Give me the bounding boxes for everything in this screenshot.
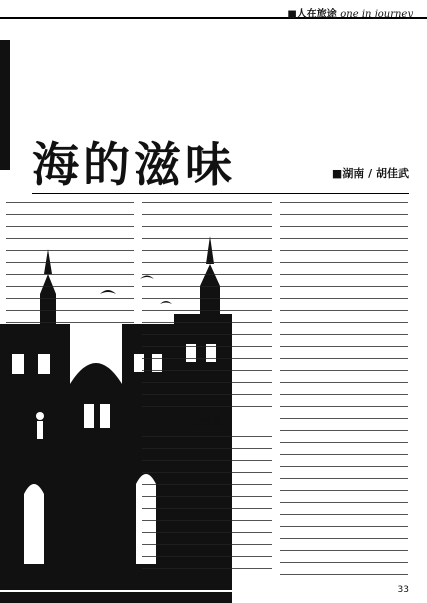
figure-head <box>36 412 44 420</box>
text-line <box>142 214 272 215</box>
text-line <box>142 556 272 557</box>
sky-band <box>0 40 10 170</box>
text-line <box>280 526 408 527</box>
text-line <box>280 574 408 575</box>
text-line <box>6 262 134 263</box>
section-subtitle: one in journey <box>340 9 413 20</box>
text-line <box>280 430 408 431</box>
bird <box>100 290 116 294</box>
text-line <box>142 322 272 323</box>
text-line <box>280 418 408 419</box>
text-line <box>142 274 272 275</box>
text-line <box>142 496 272 497</box>
text-line <box>280 274 408 275</box>
text-line <box>142 448 272 449</box>
text-line <box>142 286 272 287</box>
text-line <box>280 394 408 395</box>
text-line <box>280 310 408 311</box>
text-line <box>142 382 272 383</box>
text-line <box>280 202 408 203</box>
ground <box>0 584 232 603</box>
text-line <box>280 478 408 479</box>
arch-door <box>24 484 44 564</box>
text-line <box>142 370 272 371</box>
text-line <box>142 346 272 347</box>
dome-building <box>70 363 122 584</box>
section-label <box>287 5 413 20</box>
text-line <box>280 442 408 443</box>
text-line <box>280 358 408 359</box>
text-column-3 <box>280 200 410 580</box>
text-line <box>6 310 134 311</box>
text-line <box>142 226 272 227</box>
ground-stripe <box>0 590 232 592</box>
text-line <box>142 250 272 251</box>
text-line <box>6 226 134 227</box>
text-line <box>142 472 272 473</box>
text-line <box>142 544 272 545</box>
text-line <box>6 274 134 275</box>
text-line <box>280 322 408 323</box>
text-line <box>280 214 408 215</box>
text-line <box>280 406 408 407</box>
author-square-icon: ■ <box>331 167 343 180</box>
text-line <box>280 262 408 263</box>
section-square-icon: ■ <box>287 9 297 20</box>
text-line <box>142 238 272 239</box>
text-line <box>280 502 408 503</box>
author-name: 湖南 / 胡佳武 <box>342 167 409 180</box>
section-title: 人在旅途 <box>296 9 337 20</box>
window <box>38 354 50 374</box>
window <box>100 404 110 428</box>
text-line <box>142 484 272 485</box>
text-line <box>6 250 134 251</box>
article-author <box>332 165 409 181</box>
figure-body <box>37 421 43 439</box>
text-line <box>6 286 134 287</box>
text-line <box>142 202 272 203</box>
text-line <box>142 394 272 395</box>
section-header <box>0 0 427 22</box>
window <box>12 354 24 374</box>
text-line <box>280 490 408 491</box>
title-rule <box>32 193 409 194</box>
text-line <box>142 436 272 437</box>
text-line <box>280 238 408 239</box>
page-number: 33 <box>397 585 409 595</box>
text-line <box>280 466 408 467</box>
text-line <box>280 250 408 251</box>
column-subheading: 神致乐 <box>192 418 222 429</box>
text-line <box>280 454 408 455</box>
text-line <box>142 460 272 461</box>
text-line <box>280 550 408 551</box>
text-line <box>142 568 272 569</box>
text-line <box>6 322 134 323</box>
text-line <box>6 202 134 203</box>
text-line <box>142 310 272 311</box>
text-line <box>142 298 272 299</box>
window <box>84 404 94 428</box>
text-line <box>280 538 408 539</box>
text-line <box>142 262 272 263</box>
text-line <box>280 370 408 371</box>
article-title: 海的滋味 <box>32 138 236 193</box>
text-line <box>280 562 408 563</box>
text-line <box>280 226 408 227</box>
text-line <box>142 358 272 359</box>
text-line <box>6 214 134 215</box>
text-line <box>280 334 408 335</box>
text-line <box>280 514 408 515</box>
text-column-2 <box>142 200 274 580</box>
text-line <box>280 298 408 299</box>
text-line <box>280 286 408 287</box>
text-line <box>280 382 408 383</box>
text-line <box>142 520 272 521</box>
text-line <box>142 508 272 509</box>
text-line <box>142 532 272 533</box>
text-line <box>142 406 272 407</box>
text-line <box>6 298 134 299</box>
text-line <box>142 334 272 335</box>
text-line <box>280 346 408 347</box>
text-line <box>6 238 134 239</box>
